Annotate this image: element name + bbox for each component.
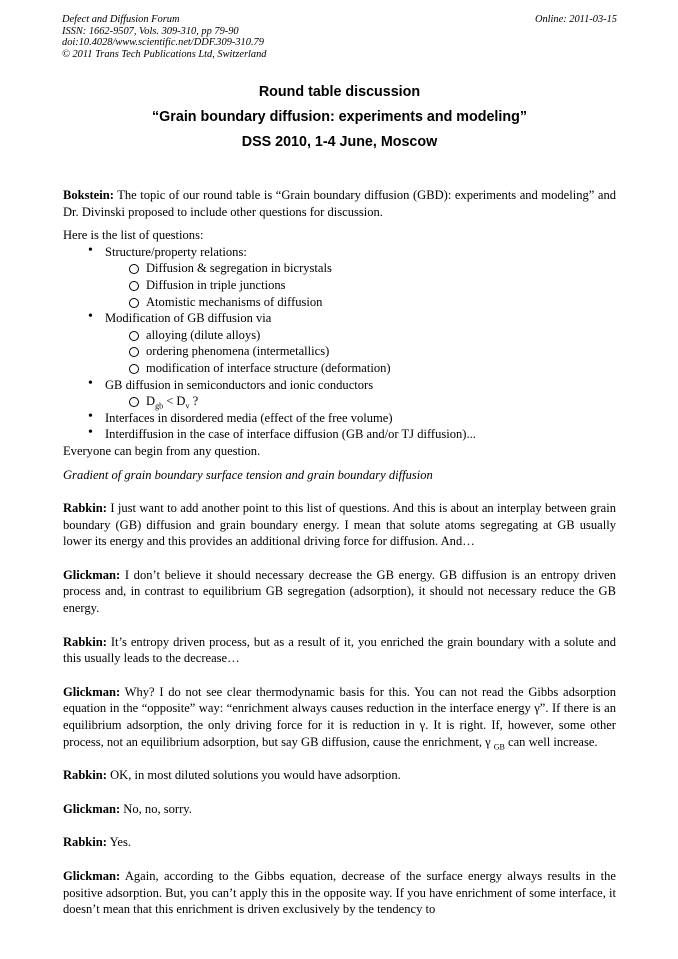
list-subitem: Atomistic mechanisms of diffusion xyxy=(63,294,616,311)
online-date: Online: 2011-03-15 xyxy=(534,14,617,25)
title-block xyxy=(62,80,617,155)
list-subitem: ordering phenomena (intermetallics) xyxy=(63,343,616,360)
speech-text: can well increase. xyxy=(504,734,598,749)
speaker-name: Rabkin: xyxy=(63,634,107,649)
document-body xyxy=(63,187,616,918)
speech-text: OK, in most diluted solutions you would have adsorption. xyxy=(106,768,401,783)
list-subitem: alloying (dilute alloys) xyxy=(63,327,616,344)
journal-name: Defect and Diffusion Forum xyxy=(62,14,180,25)
list-subitem: modification of interface structure (deformation) xyxy=(63,360,616,377)
speech-text: I don’t believe it should necessary decrease the GB energy. GB diffusion is an entropy driven process and, in contrast to equilibrium GB segregation (adsorption), it should not necessary reduce the GB energy. xyxy=(63,567,616,616)
dialogue-paragraph xyxy=(63,500,616,550)
list-item: • Structure/property relations: xyxy=(63,244,616,261)
journal-header xyxy=(62,14,617,60)
title-line-3: DSS 2010, 1-4 June, Moscow xyxy=(241,134,438,150)
speaker-name: Glickman: xyxy=(63,869,121,883)
formula-text: < D xyxy=(163,394,186,409)
list-item: • Interdiffusion in the case of interface diffusion (GB and/or TJ diffusion)... xyxy=(63,426,616,443)
list-item: • Interfaces in disordered media (effect of the free volume) xyxy=(63,410,616,427)
speech-text: No, no, sorry. xyxy=(120,801,192,816)
speech-text: Yes. xyxy=(106,835,132,850)
journal-doi: doi:10.4028/www.scientific.net/DDF.309-310.79 xyxy=(62,37,264,49)
speech-text: It’s entropy driven process, but as a result of it, you enriched the grain boundary with a solute and this usually leads to the decrease… xyxy=(63,634,616,666)
title-line-1: Round table discussion xyxy=(258,84,421,100)
list-item: • Modification of GB diffusion via xyxy=(63,310,616,327)
speaker-name: Rabkin: xyxy=(63,501,107,516)
questions-list xyxy=(63,244,616,443)
speaker-name: Glickman: xyxy=(63,801,121,816)
speech-text: I just want to add another point to this list of questions. And this is about an interplay between grain boundary (GB) diffusion and grain boundary energy. I mean that solute atoms segregating at GB usually lower its energy and this provides an additional driving force for diffusion. And… xyxy=(63,501,616,549)
section-heading: Gradient of grain boundary surface tension and grain boundary diffusion xyxy=(63,467,433,482)
list-subitem: Diffusion & segregation in bicrystals xyxy=(63,260,616,277)
dialogue-paragraph xyxy=(63,567,616,617)
formula-subscript: v xyxy=(185,401,190,411)
list-heading: Here is the list of questions: xyxy=(63,228,204,243)
speaker-name: Rabkin: xyxy=(63,835,107,850)
list-subitem xyxy=(63,393,616,410)
journal-issn: ISSN: 1662-9507, Vols. 309-310, pp 79-90 xyxy=(62,25,239,37)
formula-text: ? xyxy=(189,394,199,409)
dialogue-paragraph xyxy=(63,634,616,667)
speaker-name: Rabkin: xyxy=(63,768,107,783)
speech-text: The topic of our round table is “Grain boundary diffusion (GBD): experiments and modeling” and Dr. Divinski proposed to include other questions for discussion. xyxy=(63,188,616,219)
speech-text: Again, according to the Gibbs equation, decrease of the surface energy always results in the positive adsorption. But, you can’t apply this in the opposite way. If you have enrichment of some interface, it doesn’t mean that this enrichment is driven exclusively by the tendency to xyxy=(63,869,616,917)
dialogue-paragraph xyxy=(63,767,616,784)
formula-text: D xyxy=(146,394,156,409)
speaker-name: Glickman: xyxy=(63,567,121,582)
formula-subscript: GB xyxy=(493,742,505,752)
speech-text: Why? I do not see clear thermodynamic basis for this. You can not read the Gibbs adsorption equation in the “opposite” way: “enrichment always causes reduction in the interface energy γ”. If there is an equilibrium adsorption, the only driving force for it is reduction in γ. It is right. If, however, some other process, not an equilibrium adsorption, but say GB diffusion, cause the enrichment, γ xyxy=(63,684,616,749)
dialogue-paragraph xyxy=(63,834,616,851)
dialogue-paragraph xyxy=(63,684,616,750)
title-line-2: “Grain boundary diffusion: experiments and modeling” xyxy=(152,109,527,125)
dialogue-paragraph xyxy=(63,868,616,918)
formula-subscript: gb xyxy=(155,401,164,411)
journal-copyright: © 2011 Trans Tech Publications Ltd, Switzerland xyxy=(62,48,267,60)
list-subitem: Diffusion in triple junctions xyxy=(63,277,616,294)
dialogue-paragraph xyxy=(63,801,616,818)
speaker-name: Glickman: xyxy=(63,684,121,699)
intro-paragraph xyxy=(63,187,616,220)
closing-line: Everyone can begin from any question. xyxy=(63,443,261,458)
list-item: • GB diffusion in semiconductors and ionic conductors xyxy=(63,377,616,394)
speaker-name: Bokstein: xyxy=(63,188,114,202)
